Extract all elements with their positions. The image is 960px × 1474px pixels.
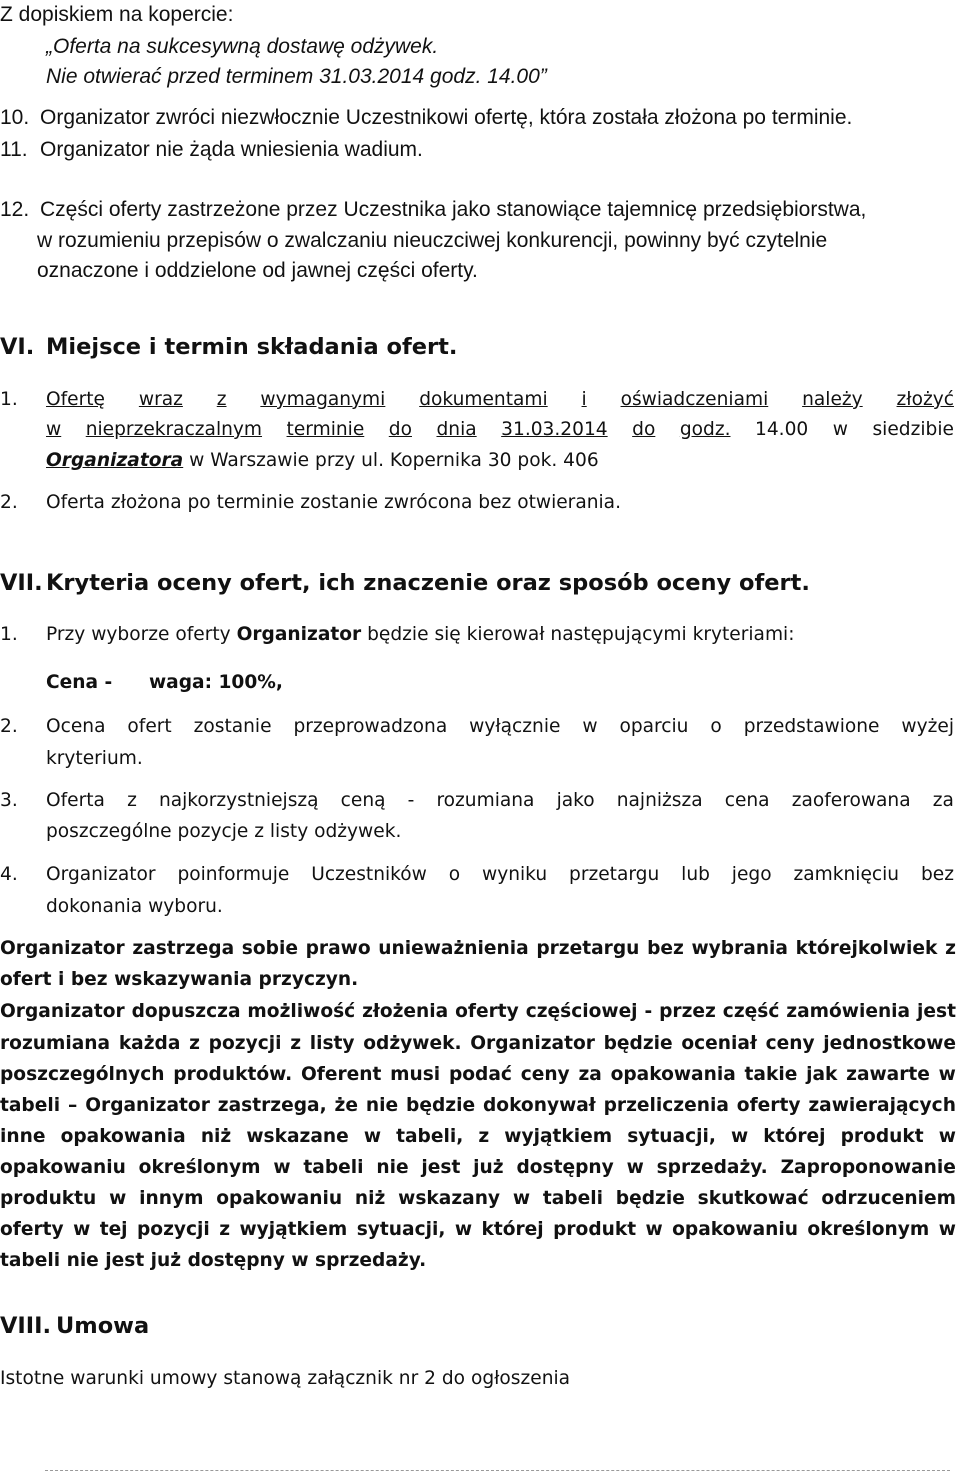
- word: z: [290, 1033, 302, 1054]
- word: inne: [0, 1126, 46, 1147]
- word: sytuacji,: [627, 1126, 716, 1147]
- word: częściowej: [525, 1001, 638, 1022]
- word: przez: [659, 1001, 716, 1022]
- word: poinformuje: [177, 864, 290, 885]
- word: z: [945, 938, 956, 959]
- word: dostępny: [516, 1157, 614, 1178]
- word: 14.00: [755, 419, 809, 440]
- word: wskazany: [398, 1188, 501, 1209]
- word: nieprzekraczalnym: [85, 419, 263, 440]
- word: tabeli: [542, 1188, 603, 1209]
- word: przetargu: [569, 864, 660, 885]
- word: w: [109, 1188, 127, 1209]
- word: w: [582, 716, 598, 737]
- word: w: [731, 1126, 749, 1147]
- word: zamknięciu: [793, 864, 900, 885]
- word: wyłącznie: [469, 716, 561, 737]
- word: określonym: [807, 1219, 930, 1240]
- word: w: [832, 419, 848, 440]
- word: tabeli: [0, 1095, 61, 1116]
- word: wyjątkiem: [239, 1219, 348, 1240]
- bold-paragraph-2-line-3: [0, 1066, 956, 1085]
- footer-divider: [45, 1470, 950, 1471]
- word: zawarte: [846, 1064, 930, 1085]
- word: rozumiana: [0, 1033, 111, 1054]
- bold-paragraph-2-line-6: [0, 1159, 956, 1178]
- word: podać: [448, 1064, 512, 1085]
- envelope-line-2: Nie otwierać przed terminem 31.03.2014 godz. 14.00”: [46, 65, 547, 88]
- section-vii-title: Kryteria oceny ofert, ich znaczenie oraz sposób oceny ofert.: [46, 570, 810, 596]
- point-12-line-1: Części oferty zastrzeżone przez Uczestnika jako stanowiące tajemnicę przedsiębiorstwa,: [40, 198, 867, 221]
- point-11-number: 11.: [0, 138, 28, 161]
- section-vii-item-4-line-1: [46, 866, 954, 885]
- word: 31.03.2014: [501, 419, 608, 440]
- word: część: [722, 1001, 780, 1022]
- word: Ofertę: [46, 389, 105, 410]
- word: jego: [731, 864, 772, 885]
- word: Organizator: [0, 938, 125, 959]
- section-vi-item-1-line-3: [46, 452, 599, 471]
- word: prawo: [305, 938, 371, 959]
- word: Organizator: [470, 1033, 595, 1054]
- word: której: [763, 1126, 826, 1147]
- address-text: w Warszawie przy ul. Kopernika 30 pok. 406: [183, 450, 599, 471]
- word: sytuacji,: [356, 1219, 446, 1240]
- word: pozycji: [136, 1219, 210, 1240]
- point-10-number: 10.: [0, 106, 30, 129]
- word: złożyć: [896, 389, 954, 410]
- word: nie: [365, 1095, 399, 1116]
- word: ceny: [520, 1064, 570, 1085]
- word: nie: [376, 1157, 409, 1178]
- word: dokumentami: [419, 389, 548, 410]
- word: oferty: [736, 1095, 801, 1116]
- bold-paragraph-2-line-9: tabeli nie jest już dostępny w sprzedaży.: [0, 1250, 427, 1271]
- word: najniższa: [616, 790, 703, 811]
- word: o: [448, 864, 461, 885]
- word: złożenia: [362, 1001, 449, 1022]
- section-vii-item-3-line-1: [46, 792, 954, 811]
- word: za: [932, 790, 954, 811]
- word: produktów.: [173, 1064, 293, 1085]
- word: unieważnienia: [378, 938, 529, 959]
- word: Oferta: [46, 790, 105, 811]
- word: w: [645, 1219, 663, 1240]
- word: oceniał: [681, 1033, 757, 1054]
- word: –: [68, 1095, 78, 1116]
- word: -: [407, 790, 415, 811]
- point-12-line-3: oznaczone i oddzielone od jawnej części oferty.: [37, 259, 478, 282]
- word: dokonywał: [482, 1095, 596, 1116]
- word: tabeli: [303, 1157, 364, 1178]
- section-vii-item-3-number: 3.: [0, 790, 18, 811]
- word: że: [334, 1095, 358, 1116]
- word: w: [938, 1219, 956, 1240]
- word: listy: [309, 1033, 355, 1054]
- word: Ocena: [46, 716, 106, 737]
- word: zamówienia: [786, 1001, 911, 1022]
- word: wraz: [138, 389, 183, 410]
- word: wyjątkiem: [504, 1126, 613, 1147]
- section-vii-item-1-text: [46, 626, 795, 645]
- word: dnia: [436, 419, 477, 440]
- word: jest: [917, 1001, 956, 1022]
- word: której: [481, 1219, 544, 1240]
- word: przeliczenia: [603, 1095, 729, 1116]
- section-viii-number: VIII.: [0, 1313, 52, 1339]
- word: Oferent: [300, 1064, 382, 1085]
- word: dopuszcza: [131, 1001, 241, 1022]
- criterion-name: Cena -: [46, 672, 113, 693]
- point-12-number: 12.: [0, 198, 30, 221]
- word: Uczestników: [311, 864, 427, 885]
- section-vi-item-1-number: 1.: [0, 389, 18, 410]
- word: oferty: [455, 1001, 519, 1022]
- word: z: [216, 389, 227, 410]
- word: będzie: [603, 1033, 673, 1054]
- word: opakowaniu: [0, 1157, 126, 1178]
- text-part: będzie się kierował następującymi kryteriami:: [361, 624, 795, 645]
- word: przeprowadzona: [293, 716, 448, 737]
- word: pozycji: [208, 1033, 282, 1054]
- word: określonym: [138, 1157, 261, 1178]
- word: terminie: [286, 419, 365, 440]
- word: najkorzystniejszą: [158, 790, 319, 811]
- section-vi-number: VI.: [0, 334, 35, 360]
- word: w: [626, 1157, 644, 1178]
- section-vi-item-2-number: 2.: [0, 492, 18, 513]
- word: Organizator: [0, 1001, 125, 1022]
- word: z: [219, 1219, 231, 1240]
- word: bez: [647, 938, 684, 959]
- word: w: [73, 1219, 91, 1240]
- word: jako: [556, 790, 595, 811]
- word: wybrania: [691, 938, 788, 959]
- envelope-line-1: „Oferta na sukcesywną dostawę odżywek.: [46, 35, 439, 58]
- word: poszczególnych: [0, 1064, 165, 1085]
- word: tabeli,: [396, 1126, 464, 1147]
- word: już: [473, 1157, 504, 1178]
- section-vi-item-1-line-1: [46, 391, 954, 410]
- word: każda: [118, 1033, 181, 1054]
- point-11-text: Organizator nie żąda wniesienia wadium.: [40, 138, 423, 161]
- envelope-label: Z dopiskiem na kopercie:: [0, 3, 234, 26]
- word: z: [189, 1033, 200, 1054]
- word: o: [710, 716, 722, 737]
- bold-paragraph-2-line-2: [0, 1035, 956, 1054]
- word: w: [363, 1126, 381, 1147]
- word: sprzedaży.: [656, 1157, 768, 1178]
- section-vii-item-1-number: 1.: [0, 624, 18, 645]
- section-vii-number: VII.: [0, 570, 43, 596]
- word: lub: [681, 864, 710, 885]
- section-vii-item-2-line-1: [46, 718, 954, 737]
- bold-paragraph-2-line-5: [0, 1128, 956, 1147]
- word: wyżej: [901, 716, 954, 737]
- word: oparciu: [619, 716, 689, 737]
- word: w: [938, 1064, 956, 1085]
- word: takie: [744, 1064, 798, 1085]
- bold-paragraph-2-line-1: [0, 1003, 956, 1022]
- word: opakowaniu: [672, 1219, 798, 1240]
- word: możliwość: [247, 1001, 356, 1022]
- word: skutkować: [697, 1188, 809, 1209]
- point-12-line-2: w rozumieniu przepisów o zwalczaniu nieuczciwej konkurencji, powinny być czytelnie: [37, 229, 828, 252]
- word: z: [127, 790, 137, 811]
- word: do: [632, 419, 656, 440]
- word: niż: [354, 1188, 386, 1209]
- word: oferty: [0, 1219, 64, 1240]
- word: zawierających: [808, 1095, 956, 1116]
- word: cena: [724, 790, 770, 811]
- word: innym: [139, 1188, 204, 1209]
- word: w: [938, 1126, 956, 1147]
- word: ofert: [127, 716, 172, 737]
- section-vii-item-4-number: 4.: [0, 864, 18, 885]
- word: do: [388, 419, 412, 440]
- word: wymaganymi: [260, 389, 386, 410]
- word: w: [273, 1157, 291, 1178]
- word: Organizator: [85, 1095, 210, 1116]
- section-vii-item-3-line-2: poszczególne pozycje z listy odżywek.: [46, 821, 402, 842]
- word: opakowania: [610, 1064, 736, 1085]
- word: w: [512, 1188, 531, 1209]
- word: zaoferowana: [791, 790, 911, 811]
- word: rozumiana: [436, 790, 535, 811]
- word: musi: [390, 1064, 441, 1085]
- word: przetargu: [536, 938, 640, 959]
- bold-paragraph-2-line-8: [0, 1221, 956, 1240]
- word: będzie: [406, 1095, 476, 1116]
- word: niż: [200, 1126, 232, 1147]
- word: produkt: [840, 1126, 924, 1147]
- word: opakowania: [60, 1126, 186, 1147]
- bold-paragraph-2-line-7: [0, 1190, 956, 1209]
- word: i: [581, 389, 587, 410]
- word: odżywek.: [363, 1033, 462, 1054]
- word: będzie: [615, 1188, 685, 1209]
- word: w: [454, 1219, 473, 1240]
- word: Organizator: [46, 864, 156, 885]
- section-vi-item-1-line-2: [46, 421, 954, 440]
- section-vi-item-2-text: Oferta złożona po terminie zostanie zwrócona bez otwierania.: [46, 492, 621, 513]
- word: zastrzega,: [217, 1095, 327, 1116]
- section-viii-text: Istotne warunki umowy stanową załącznik nr 2 do ogłoszenia: [0, 1368, 571, 1389]
- word: odrzuceniem: [821, 1188, 956, 1209]
- organizer-bold: Organizator: [236, 624, 362, 645]
- point-10-text: Organizator zwróci niezwłocznie Uczestnikowi ofertę, która została złożona po terminie.: [40, 106, 853, 129]
- word: produktu: [0, 1188, 97, 1209]
- word: wyniku: [482, 864, 548, 885]
- section-vii-item-2-number: 2.: [0, 716, 18, 737]
- word: zostanie: [193, 716, 272, 737]
- word: którejkolwiek: [795, 938, 938, 959]
- word: z: [478, 1126, 490, 1147]
- word: tej: [99, 1219, 128, 1240]
- bold-paragraph-2-line-4: [0, 1097, 956, 1116]
- section-vii-item-2-line-2: kryterium.: [46, 748, 143, 769]
- word: siedzibie: [872, 419, 954, 440]
- bold-paragraph-1-line-2: ofert i bez wskazywania przyczyn.: [0, 969, 359, 990]
- word: bez: [920, 864, 954, 885]
- section-vii-item-4-line-2: dokonania wyboru.: [46, 896, 223, 917]
- section-vi-title: Miejsce i termin składania ofert.: [46, 334, 458, 360]
- word: przedstawione: [743, 716, 880, 737]
- bold-paragraph-1-line-1: [0, 940, 956, 959]
- word: ceną: [340, 790, 386, 811]
- word: sobie: [241, 938, 298, 959]
- word: produkt: [553, 1219, 637, 1240]
- word: jednostkowe: [823, 1033, 956, 1054]
- word: zastrzega: [132, 938, 235, 959]
- word: Zaproponowanie: [780, 1157, 956, 1178]
- text-part: Przy wyborze oferty: [46, 624, 237, 645]
- word: -: [644, 1001, 653, 1022]
- word: ceny: [765, 1033, 815, 1054]
- word: oświadczeniami: [620, 389, 769, 410]
- word: należy: [802, 389, 863, 410]
- word: wskazane: [246, 1126, 349, 1147]
- word: jest: [421, 1157, 461, 1178]
- criterion-weight: waga: 100%,: [149, 672, 283, 693]
- word: w: [46, 419, 62, 440]
- organizer-name: Organizatora: [46, 450, 184, 471]
- word: za: [578, 1064, 602, 1085]
- section-viii-title: Umowa: [56, 1313, 150, 1339]
- word: jak: [806, 1064, 838, 1085]
- word: opakowaniu: [216, 1188, 343, 1209]
- word: godz.: [679, 419, 731, 440]
